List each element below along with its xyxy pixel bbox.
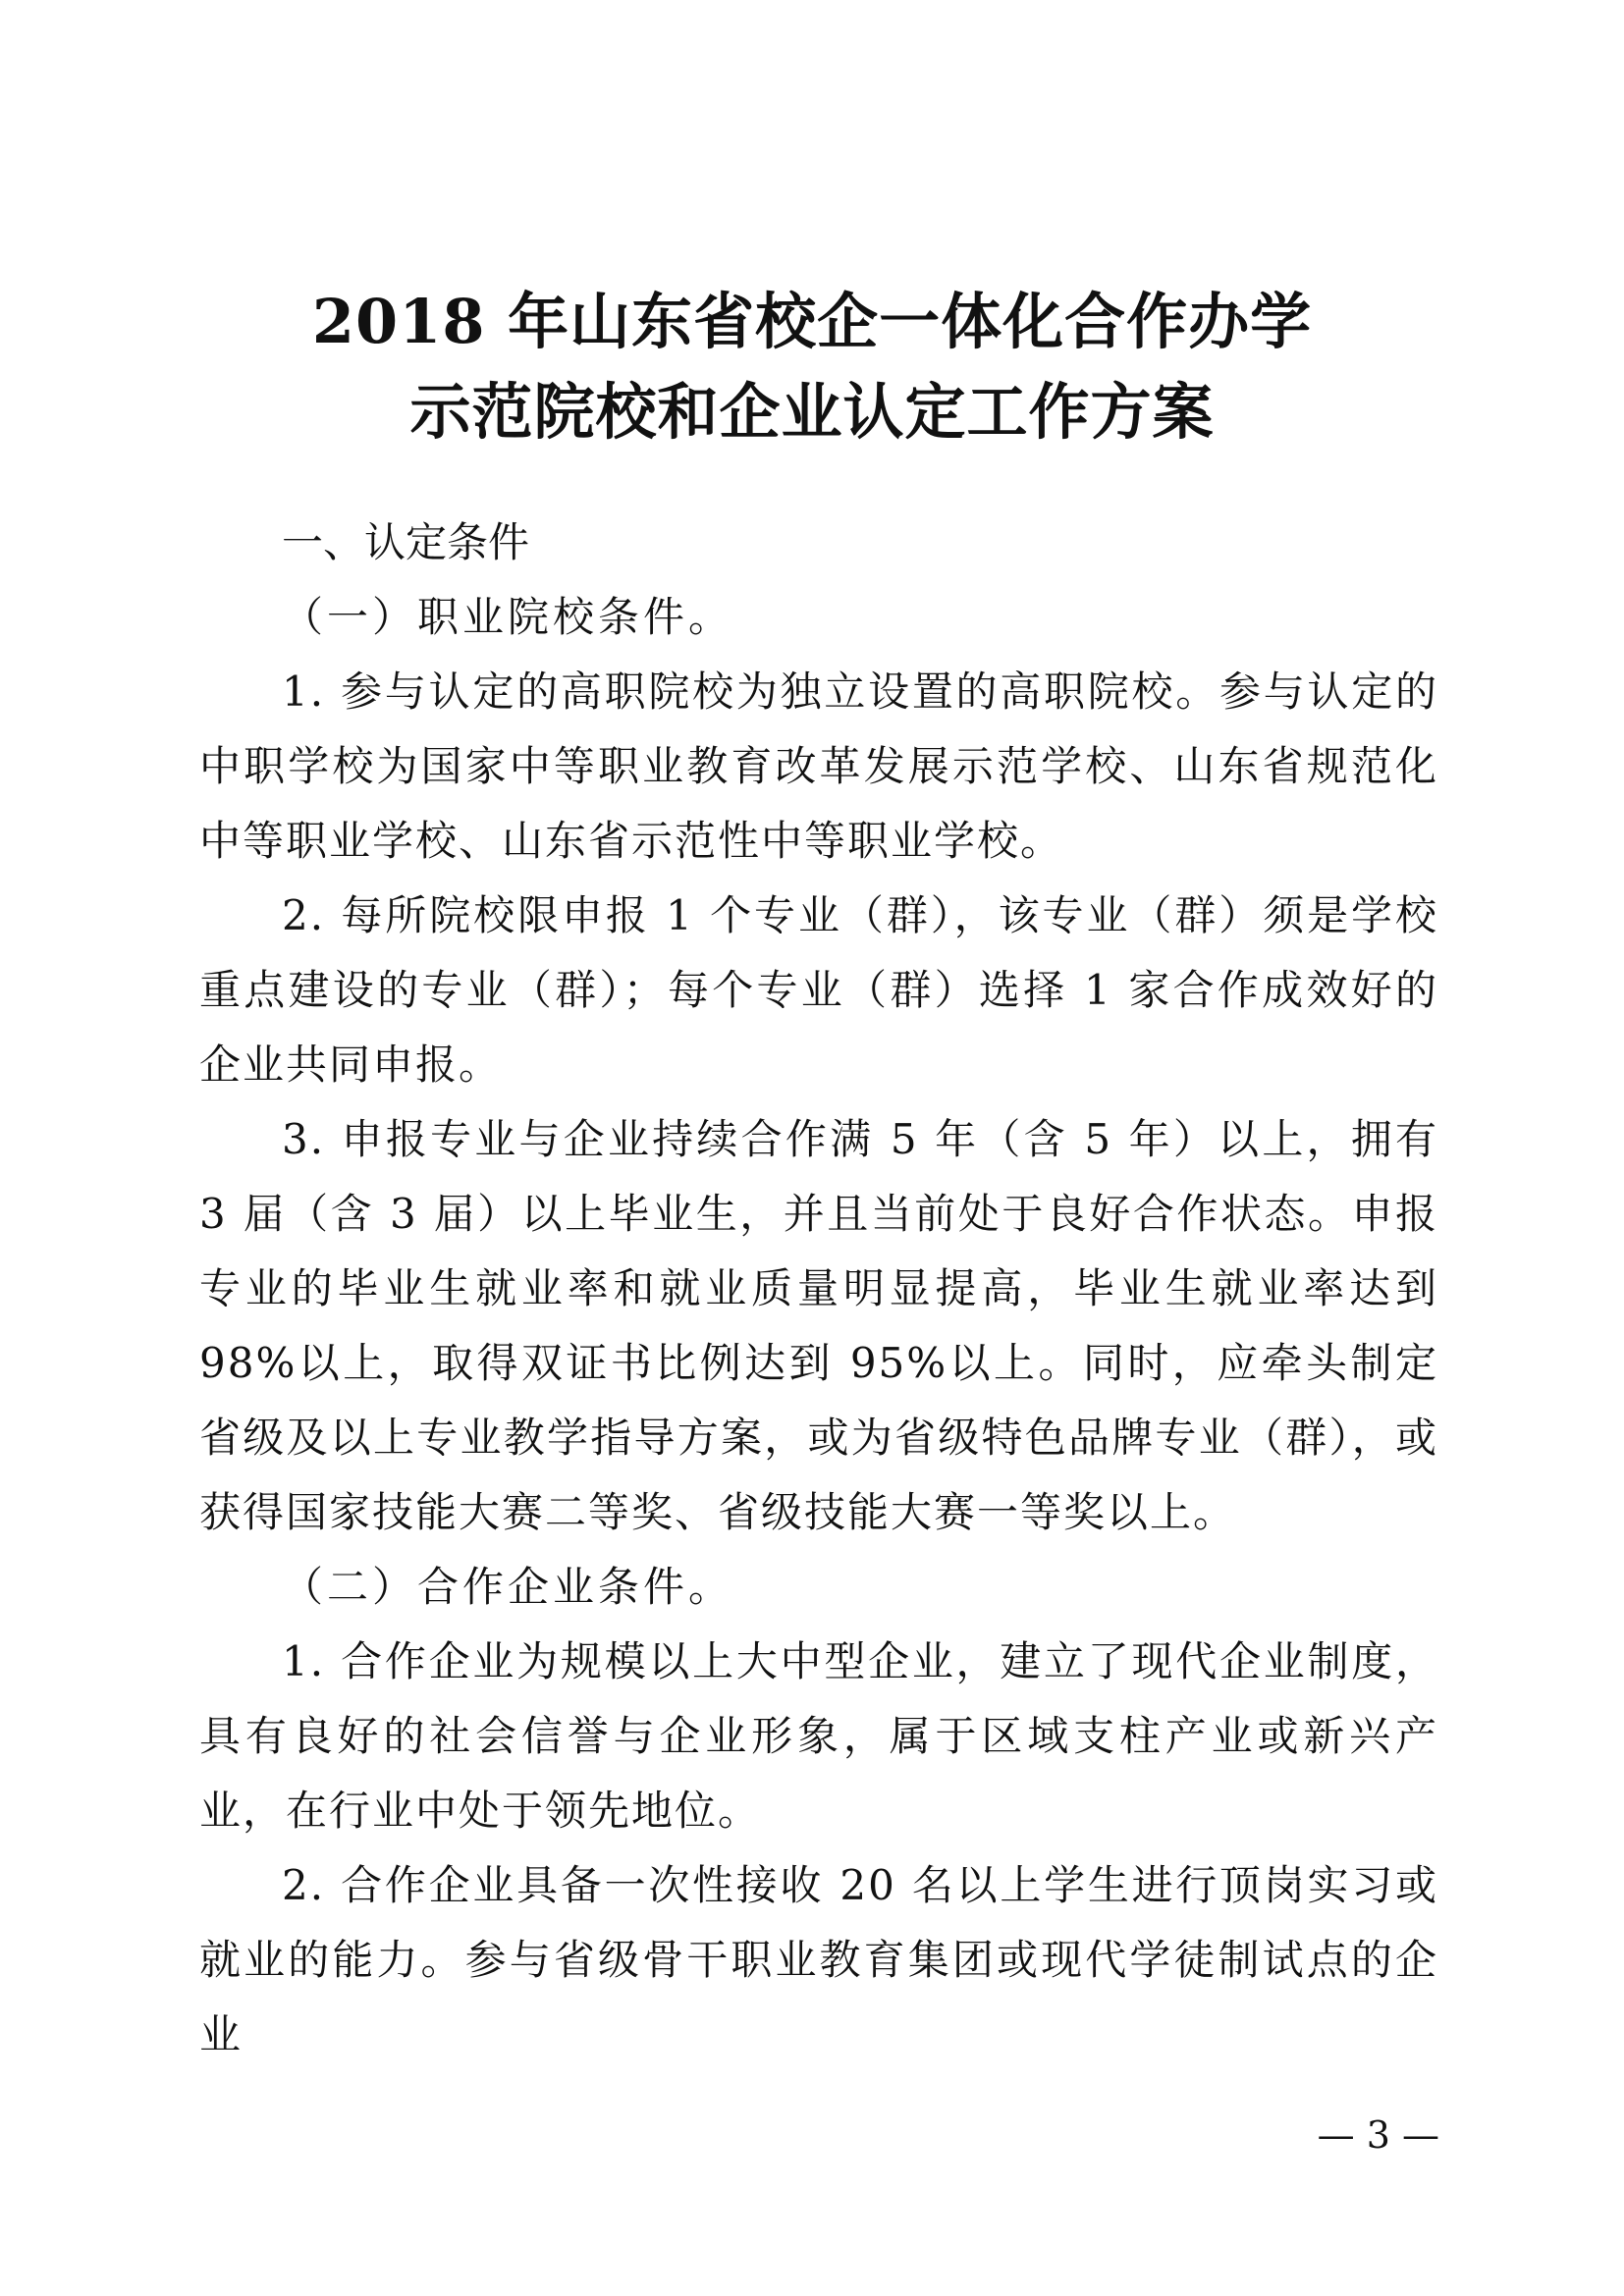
paragraph-enterprises-2: 2. 合作企业具备一次性接收 20 名以上学生进行顶岗实习或就业的能力。参与省级骨干职业教育集团或现代学徒制试点的企业 [199, 1861, 1438, 2058]
paragraph-schools-1: 1. 参与认定的高职院校为独立设置的高职院校。参与认定的中职学校为国家中等职业教育改革发展示范学校、山东省规范化中等职业学校、山东省示范性中等职业学校。 [199, 667, 1438, 865]
paragraph-enterprises-1: 1. 合作企业为规模以上大中型企业，建立了现代企业制度，具有良好的社会信誉与企业形象，属于区域支柱产业或新兴产业，在行业中处于领先地位。 [199, 1637, 1438, 1835]
section-heading: 一、认定条件 [282, 518, 530, 566]
title-line-1: 2018 年山东省校企一体化合作办学 [311, 286, 1313, 357]
title-line-2: 示范院校和企业认定工作方案 [409, 376, 1215, 448]
paragraph-schools-2: 2. 每所院校限申报 1 个专业（群），该专业（群）须是学校重点建设的专业（群）；每个专业（群）选择 1 家合作成效好的企业共同申报。 [199, 891, 1438, 1089]
document-title [0, 277, 1624, 457]
subsection-heading-enterprises: （二）合作企业条件。 [282, 1563, 734, 1611]
page-number: — 3 — [1317, 2113, 1439, 2157]
document-body [199, 506, 1438, 2072]
paragraph-schools-3: 3. 申报专业与企业持续合作满 5 年（含 5 年）以上，拥有 3 届（含 3 届）以上毕业生，并且当前处于良好合作状态。申报专业的毕业生就业率和就业质量明显提高，毕业生就业率达到 98%以上，取得双证书比例达到 95%以上。同时，应牵头制定省级及以上专业教学指导方案，或为省级特色品牌专业（群），或获得国家技能大赛二等奖、省级技能大赛一等奖以上。 [199, 1115, 1438, 1536]
subsection-heading-schools: （一）职业院校条件。 [282, 593, 734, 641]
